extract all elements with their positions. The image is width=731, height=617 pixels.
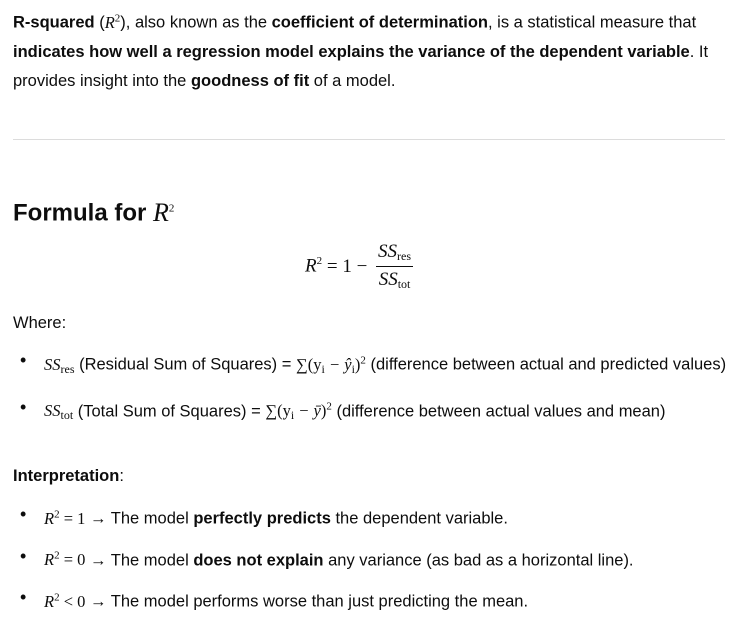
- interpretation-label: Interpretation:: [13, 467, 124, 485]
- interpretation-list: [0, 500, 731, 617]
- definitions-list: [0, 346, 731, 430]
- formula-display: [305, 241, 413, 292]
- definition-ss-res: • $SS_{res}$ (Residual Sum of Squares) = $\sum(y_i$ − $ŷ_i)^2$ (difference between actual and predicted values): [0, 346, 731, 384]
- term-r-squared: R-squared: [13, 13, 95, 32]
- term-coefficient: coefficient of determination: [271, 13, 488, 32]
- formula-numerator: $SS_{res}$: [376, 241, 413, 267]
- interpretation-item: • $R^2 = 1$ → The model perfectly predicts the dependent variable.: [0, 500, 731, 534]
- term-goodness: goodness of fit: [190, 71, 310, 90]
- math-r: $R^2$: [104, 12, 121, 32]
- formula-fraction: [376, 241, 413, 292]
- term-indicates: indicates how well a regression model explains the variance of the dependent variable: [13, 42, 690, 61]
- definition-ss-tot: • $SS_{tot}$ (Total Sum of Squares) = $\sum(y_i$ − ȳ)$^2$ (difference between actual values and mean): [0, 393, 731, 431]
- divider: [13, 139, 725, 140]
- interpretation-item: • $R^2 = 0$ → The model does not explain any variance (as bad as a horizontal line).: [0, 542, 731, 576]
- formula-heading: Formula for $R^2$: [13, 197, 175, 227]
- formula-denominator: $SS_{tot}$: [378, 269, 411, 291]
- where-label: Where:: [13, 314, 67, 332]
- formula-lhs: $R^2$: [305, 255, 323, 277]
- intro-paragraph: R-squared $(R^2)$, also known as the coefficient of determination, is a statistical measure that indicates how well a regression model explains the variance of the dependent variable. It provides insight into the goodness of fit of a model.: [13, 12, 709, 90]
- formula-eq: = 1 −: [322, 255, 373, 277]
- interpretation-item: • $R^2 < 0$ → The model performs worse than just predicting the mean.: [0, 583, 731, 617]
